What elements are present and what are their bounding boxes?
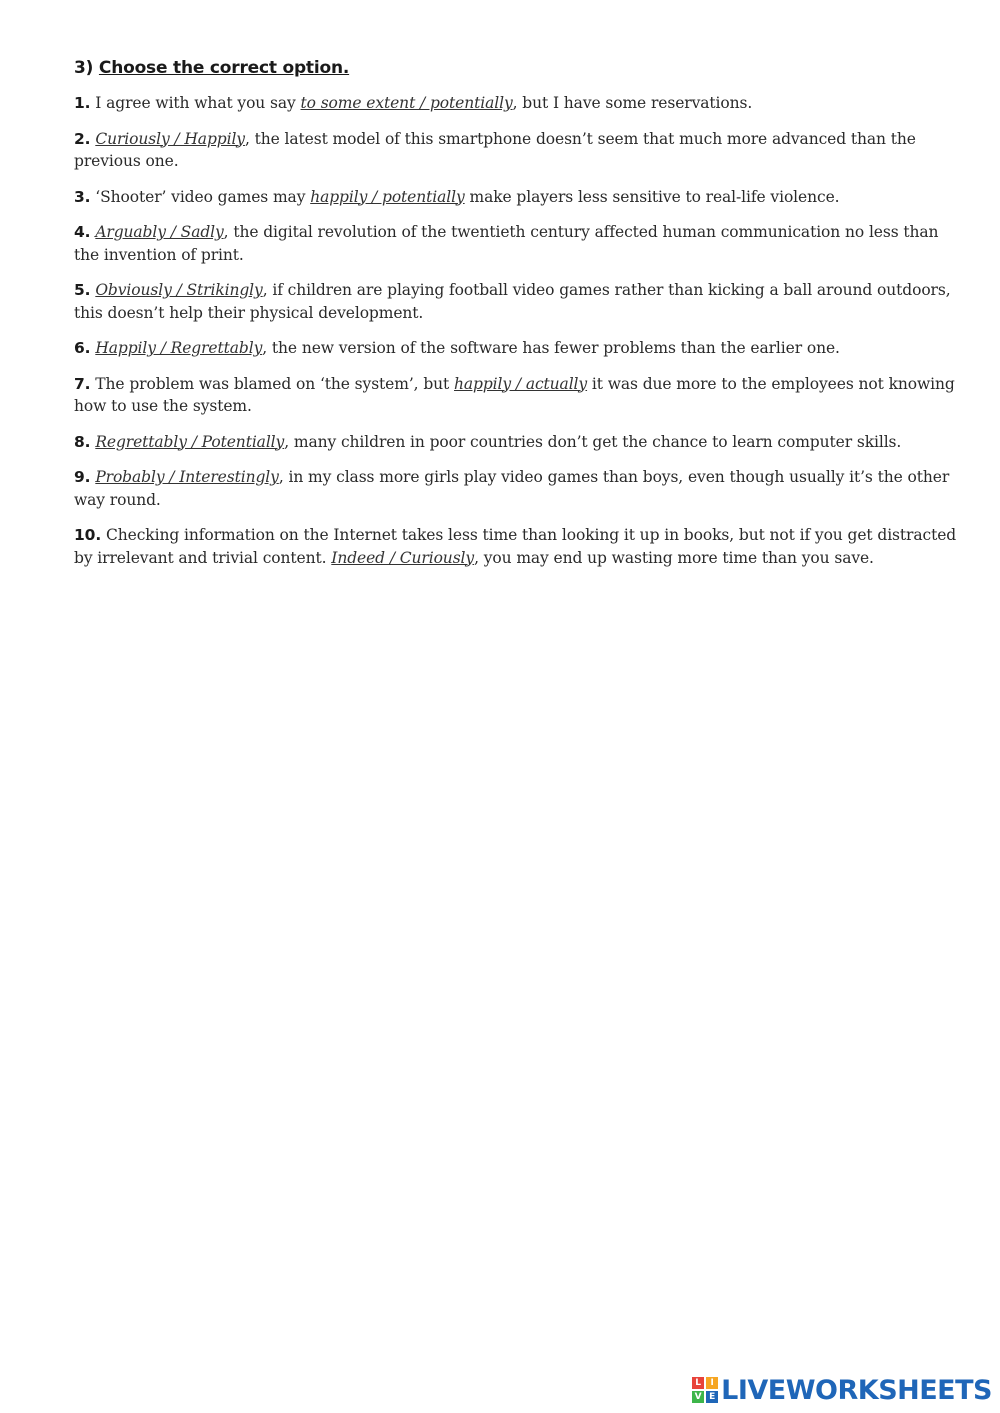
question-text-after: , the new version of the software has fewer problems than the earlier one.	[262, 339, 840, 357]
option-choice[interactable]: Curiously / Happily	[95, 129, 245, 148]
worksheet-page	[74, 58, 964, 582]
logo-mark-letter: E	[706, 1391, 718, 1403]
question-text-before: ‘Shooter’ video games may	[90, 187, 311, 206]
exercise-heading	[74, 58, 964, 78]
question-number: 3.	[74, 187, 91, 206]
option-choice[interactable]: Happily / Regrettably	[95, 339, 263, 357]
question-text-after: , in my class more girls play video games than boys, even though usually it’s the other way round.	[74, 468, 950, 509]
logo-text: LIVEWORKSHEETS	[721, 1374, 992, 1406]
question-text-before: I agree with what you say	[90, 94, 301, 112]
question-6	[74, 337, 964, 360]
option-choice[interactable]: happily / potentially	[310, 187, 465, 206]
question-number: 2.	[74, 129, 91, 148]
question-2	[74, 128, 964, 173]
exercise-number: 3)	[74, 58, 94, 78]
option-choice[interactable]: Regrettably / Potentially	[95, 432, 285, 451]
question-3	[74, 186, 964, 209]
question-text-after: it was due more to the employees not knowing how to use the system.	[74, 374, 955, 415]
question-text-after: , the latest model of this smartphone doesn’t seem that much more advanced than the previous one.	[74, 129, 916, 170]
question-5	[74, 279, 964, 324]
question-text-before: The problem was blamed on ‘the system’, but	[90, 374, 454, 393]
question-text-after: , many children in poor countries don’t get the chance to learn computer skills.	[284, 432, 902, 451]
option-choice[interactable]: to some extent / potentially	[300, 94, 513, 112]
question-text-after: , the digital revolution of the twentieth century affected human communication no less than the invention of print.	[74, 223, 939, 264]
question-number: 6.	[74, 339, 91, 357]
question-number: 4.	[74, 223, 91, 241]
question-text-after: , but I have some reservations.	[512, 94, 753, 112]
question-text-after: , you may end up wasting more time than you save.	[474, 548, 874, 567]
question-number: 5.	[74, 281, 91, 299]
question-number: 1.	[74, 94, 91, 112]
logo-mark-letter: I	[706, 1377, 718, 1389]
option-choice[interactable]: happily / actually	[454, 374, 588, 393]
logo-mark-icon	[692, 1377, 718, 1403]
question-1	[74, 92, 964, 115]
question-10	[74, 524, 964, 569]
logo-mark-letter: V	[692, 1391, 704, 1403]
question-text-after: , if children are playing football video games rather than kicking a ball around outdoors, this doesn’t help their physical development.	[74, 281, 951, 322]
question-8	[74, 431, 964, 454]
question-4	[74, 221, 964, 266]
question-number: 9.	[74, 468, 91, 486]
question-text-after: make players less sensitive to real-life violence.	[464, 187, 840, 206]
question-number: 10.	[74, 526, 102, 544]
question-number: 8.	[74, 432, 91, 451]
option-choice[interactable]: Probably / Interestingly	[95, 468, 279, 486]
question-7	[74, 373, 964, 418]
question-text-before: Checking information on the Internet takes less time than looking it up in books, but not if you get distracted by irrelevant and trivial content.	[74, 526, 957, 567]
option-choice[interactable]: Arguably / Sadly	[95, 223, 224, 241]
question-9	[74, 466, 964, 511]
liveworksheets-logo	[692, 1373, 992, 1407]
option-choice[interactable]: Indeed / Curiously	[331, 548, 475, 567]
exercise-title: Choose the correct option.	[98, 58, 350, 78]
option-choice[interactable]: Obviously / Strikingly	[95, 281, 263, 299]
logo-mark-letter: L	[692, 1377, 704, 1389]
question-number: 7.	[74, 374, 91, 393]
